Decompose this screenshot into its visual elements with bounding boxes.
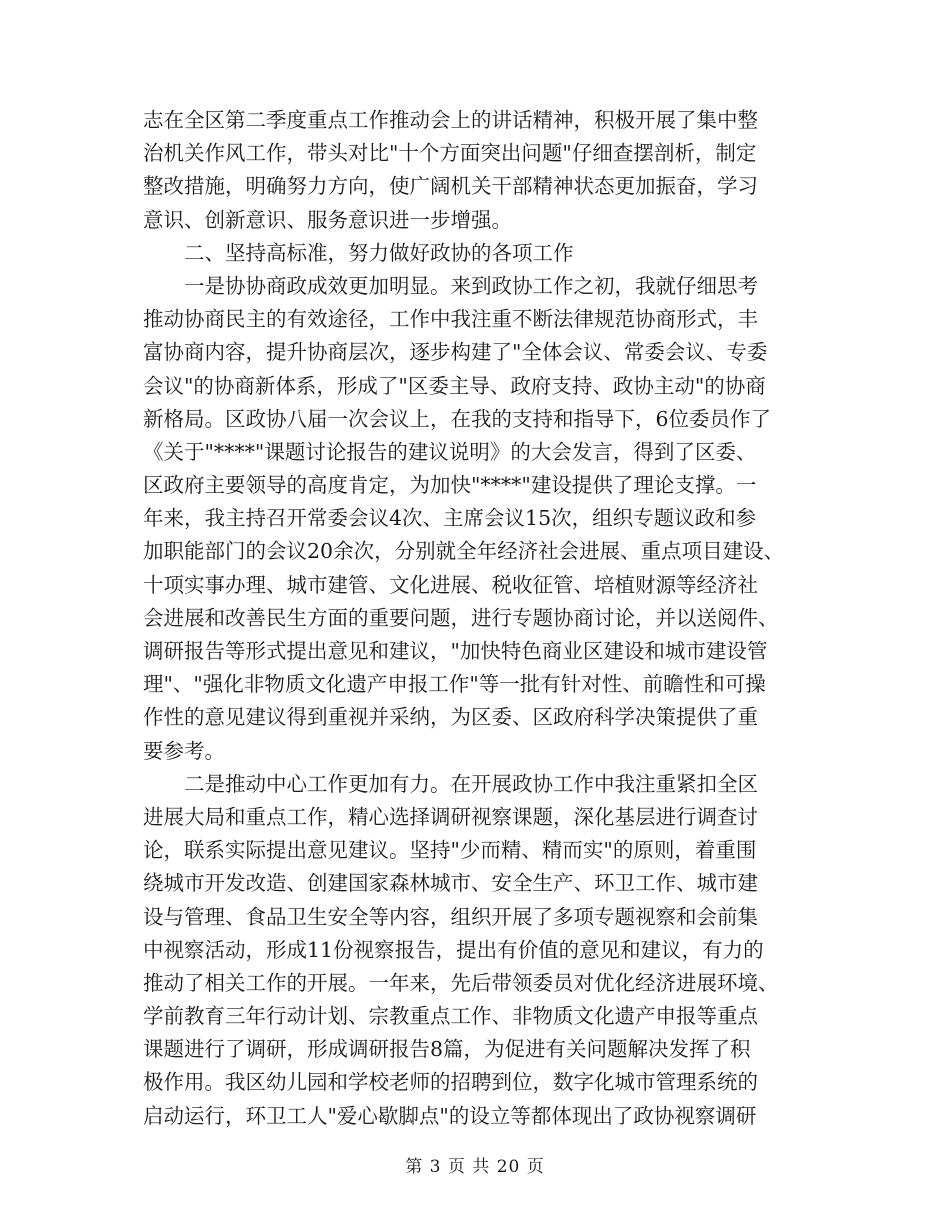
text-line: 新格局。区政协八届一次会议上，在我的支持和指导下，6位委员作了 [143,406,772,431]
text-line: 课题进行了调研，形成调研报告8篇，为促进有关问题解决发挥了积 [143,1037,751,1062]
text-line: 二是推动中心工作更加有力。在开展政协工作中我注重紧扣全区 [143,771,758,796]
text-line: 加职能部门的会议20余次，分别就全年经济社会进展、重点项目建设、 [143,539,785,564]
text-line: 启动运行，环卫工人"爱心歇脚点"的设立等都体现出了政协视察调研 [143,1103,757,1128]
text-line: 极作用。我区幼儿园和学校老师的招聘到位，数字化城市管理系统的 [143,1070,758,1095]
text-line: 《关于"****"课题讨论报告的建议说明》的大会发言，得到了区委、 [143,439,757,464]
text-line: 调研报告等形式提出意见和建议，"加快特色商业区建设和城市建设管 [143,639,768,663]
text-line: 设与管理、食品卫生安全等内容，组织开展了多项专题视察和会前集 [143,904,758,929]
text-line: 区政府主要领导的高度肯定，为加快"****"建设提供了理论支撑。一 [143,473,757,498]
text-line: 学前教育三年行动计划、宗教重点工作、非物质文化遗产申报等重点 [143,1004,758,1029]
page-number: 第 3 页 共 20 页 [405,1157,545,1177]
text-line: 意识、创新意识、服务意识进一步增强。 [143,207,512,232]
text-line: 绕城市开发改造、创建国家森林城市、安全生产、环卫工作、城市建 [143,871,758,896]
text-line: 理"、"强化非物质文化遗产申报工作"等一批有针对性、前瞻性和可操 [143,672,766,697]
text-line: 一是协协商政成效更加明显。来到政协工作之初，我就仔细思考 [143,273,758,298]
text-line: 进展大局和重点工作，精心选择调研视察课题，深化基层进行调查讨 [143,804,758,829]
section-heading: 二、坚持高标准，努力做好政协的各项工作 [143,240,574,265]
text-line: 整改措施，明确努力方向，使广阔机关干部精神状态更加振奋，学习 [143,174,758,199]
body-text [143,104,809,1133]
text-line: 治机关作风工作，带头对比"十个方面突出问题"仔细查摆剖析，制定 [143,141,757,166]
text-line: 志在全区第二季度重点工作推动会上的讲话精神，积极开展了集中整 [143,108,758,132]
text-line: 推动协商民主的有效途径，工作中我注重不断法律规范协商形式，丰 [143,307,758,332]
text-line: 论，联系实际提出意见建议。坚持"少而精、精而实"的原则，着重围 [143,838,757,863]
page-footer [0,1152,950,1177]
text-line: 十项实事办理、城市建管、文化进展、税收征管、培植财源等经济社 [143,572,758,597]
text-line: 富协商内容，提升协商层次，逐步构建了"全体会议、常委会议、专委 [143,340,768,365]
text-line: 推动了相关工作的开展。一年来，先后带领委员对优化经济进展环境、 [143,970,779,995]
text-line: 年来，我主持召开常委会议4次、主席会议15次，组织专题议政和参 [143,506,757,531]
text-line: 中视察活动，形成11份视察报告，提出有价值的意见和建议，有力的 [143,937,764,962]
text-line: 要参考。 [143,738,225,763]
text-line: 会议"的协商新体系，形成了"区委主导、政府支持、政协主动"的协商 [143,373,766,398]
text-line: 作性的意见建议得到重视并采纳，为区委、区政府科学决策提供了重 [143,705,758,730]
text-line: 会进展和改善民生方面的重要问题，进行专题协商讨论，并以送阅件、 [143,605,779,630]
